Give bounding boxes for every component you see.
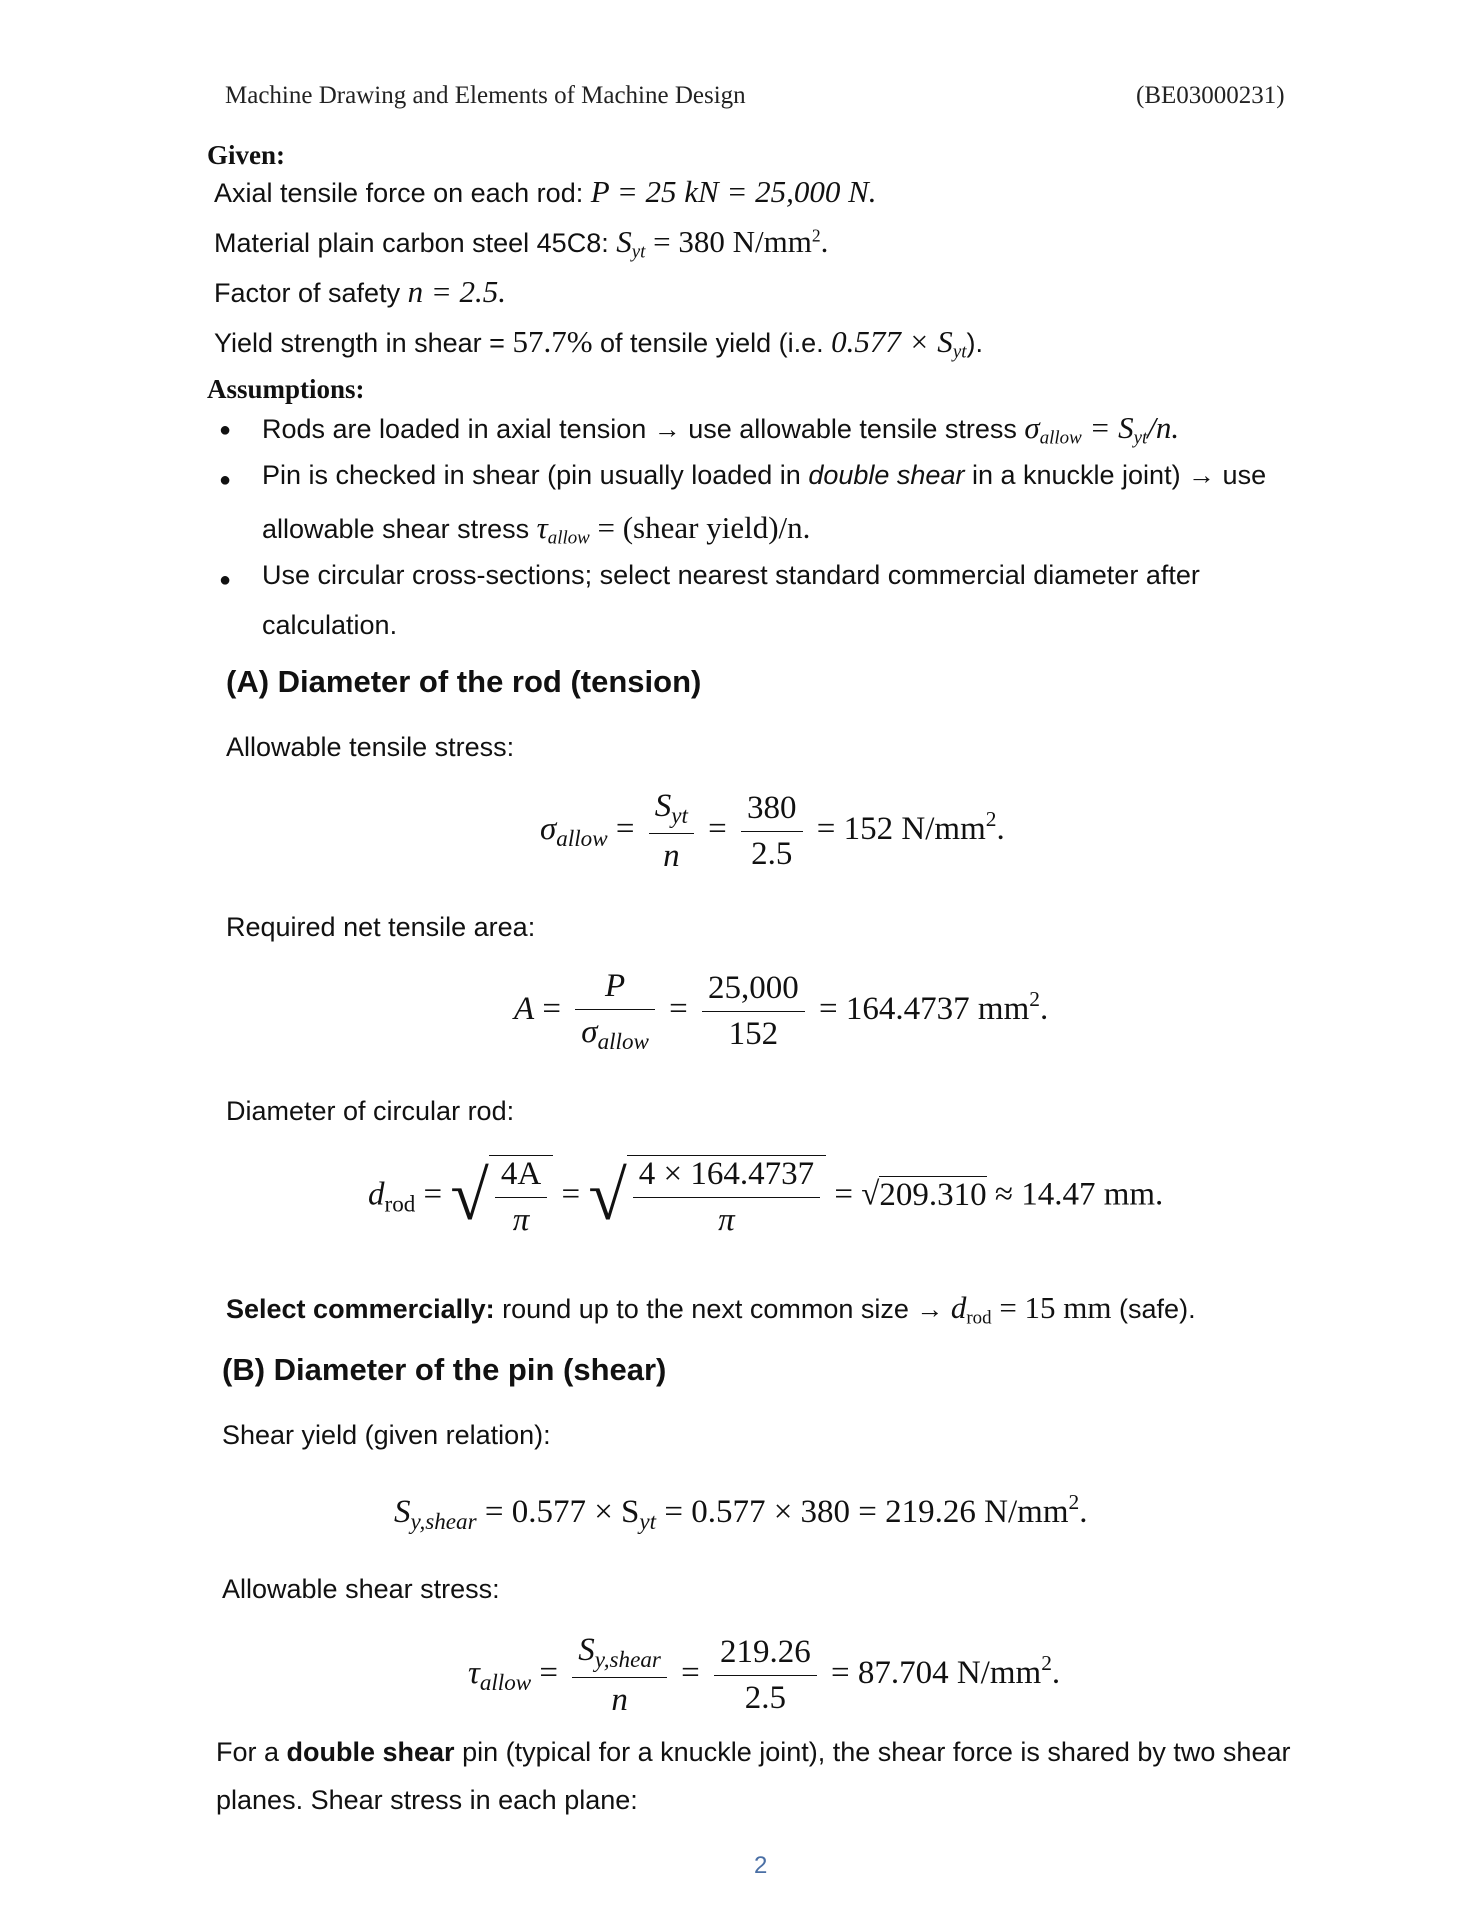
assumption-2-line1: Pin is checked in shear (pin usually loaded in double shear in a knuckle joint) → use	[262, 460, 1267, 490]
page-number: 2	[754, 1852, 768, 1879]
course-code: (BE03000231)	[1136, 82, 1285, 109]
assumptions-heading: Assumptions:	[207, 374, 365, 404]
given-line-shear-yield: Yield strength in shear = 57.7% of tensile yield (i.e. $0.577 \times S_{yt}$).	[214, 324, 983, 363]
double-shear-para-line2: planes. Shear stress in each plane:	[216, 1785, 638, 1815]
net-area-label: Required net tensile area:	[226, 912, 536, 942]
double-shear-para-line1: For a double shear pin (typical for a knuckle joint), the shear force is shared by two shear	[216, 1737, 1291, 1767]
assumption-3-line1: Use circular cross-sections; select nearest standard commercial diameter after	[262, 560, 1200, 590]
allowable-tensile-label: Allowable tensile stress:	[226, 732, 515, 762]
eq-rod-diameter: $d_{rod}$ = √ $\frac{4A}{\pi}$ = √ $\frac{4 \times 164.4737}{\pi}$ = √209.310 ≈ 14.47 mm.	[368, 1156, 1164, 1238]
course-title: Machine Drawing and Elements of Machine Design	[225, 82, 746, 109]
eq-shear-yield: $S_{y,shear} = 0.577 \times S_{yt} = 0.577 \times 380 = 219.26$ $N/mm^2$.	[394, 1490, 1088, 1534]
assumption-1: Rods are loaded in axial tension → use allowable tensile stress $\sigma_{allow} = S_{yt}/n$.	[262, 410, 1180, 449]
section-b-title: (B) Diameter of the pin (shear)	[222, 1352, 667, 1387]
shear-yield-label: Shear yield (given relation):	[222, 1420, 551, 1450]
eq-net-area: A = $\frac{P}{\sigma_{allow}}$ = $\frac{25,000}{152}$ = 164.4737 $mm^2$.	[514, 968, 1049, 1054]
given-heading: Given:	[207, 140, 285, 170]
assumption-2-line2: allowable shear stress $\tau_{allow}$ = (shear yield)/n.	[262, 510, 811, 549]
assumption-3-line2: calculation.	[262, 610, 398, 640]
bullet-2: ●	[219, 469, 232, 491]
diameter-label: Diameter of circular rod:	[226, 1096, 515, 1126]
eq-allowable-shear: $\tau_{allow}$ = $\frac{S_{y,shear}}{n}$ = $\frac{219.26}{2.5}$ = 87.704 $N/mm^2$.	[468, 1632, 1061, 1718]
given-line-material: Material plain carbon steel 45C8: $S_{yt} = 380$ $N/mm^2$.	[214, 224, 829, 263]
bullet-3: ●	[219, 569, 232, 591]
select-commercially: Select commercially: round up to the next common size → $d_{rod} = 15$ mm (safe).	[226, 1290, 1196, 1329]
eq-allowable-tensile: $\sigma_{allow}$ = $\frac{S_{yt}}{n}$ = $\frac{380}{2.5}$ = 152 $N/mm^2$.	[540, 788, 1005, 874]
given-line-safety: Factor of safety n = 2.5.	[214, 274, 506, 309]
allowable-shear-label: Allowable shear stress:	[222, 1574, 500, 1604]
section-a-title: (A) Diameter of the rod (tension)	[226, 664, 702, 699]
bullet-1: ●	[219, 419, 232, 441]
given-line-force: Axial tensile force on each rod: P = 25 kN = 25,000 N.	[214, 174, 877, 209]
